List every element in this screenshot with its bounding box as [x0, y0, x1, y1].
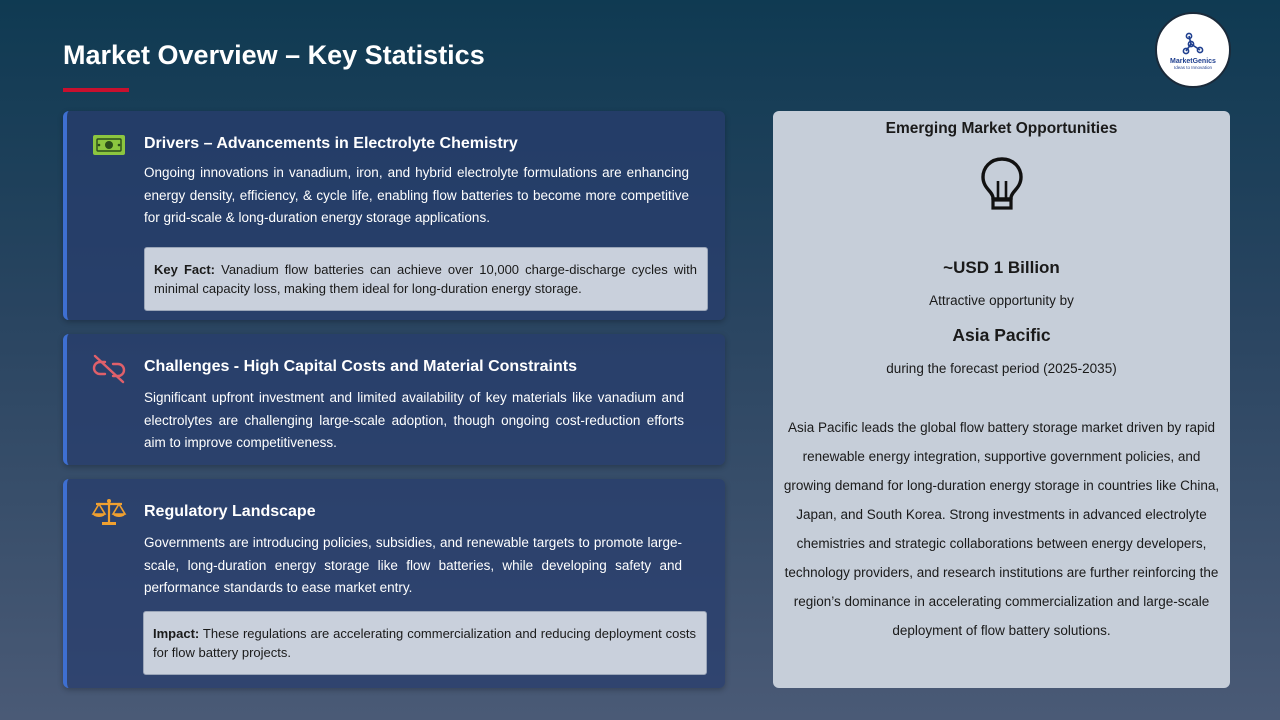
opportunity-region: Asia Pacific: [952, 325, 1051, 345]
molecule-icon: [1180, 31, 1206, 57]
title-underline: [63, 88, 129, 92]
challenges-card: [63, 334, 725, 465]
company-logo: [1155, 12, 1231, 88]
regulatory-title: Regulatory Landscape: [144, 503, 316, 520]
impact-box: [143, 611, 707, 675]
impact-label: Impact:: [153, 626, 200, 641]
opportunity-description: Asia Pacific leads the global flow battery storage market driven by rapid renewable energy integration, supportive government policies, and growing demand for long-duration energy storage in countries like China, Japan, and South Korea. Strong investments in advanced electrolyte chemistries and strategic collaborations between energy developers, technology providers, and research institutions are further reinforcing the region’s dominance in accelerating commercialization and large-scale deployment of flow battery solutions.: [783, 420, 1220, 638]
forecast-period: during the forecast period (2025-2035): [886, 361, 1117, 376]
key-fact-text: Vanadium flow batteries can achieve over 10,000 charge-discharge cycles with minimal capacity loss, making them ideal for long-duration energy storage.: [154, 262, 698, 296]
logo-name: MarketGenics: [1170, 57, 1216, 65]
opportunity-heading: Emerging Market Opportunities: [885, 120, 1118, 137]
page-title: Market Overview – Key Statistics: [63, 40, 485, 70]
money-icon: [91, 130, 127, 160]
opportunity-value: ~USD 1 Billion: [943, 258, 1060, 277]
drivers-body: Ongoing innovations in vanadium, iron, and hybrid electrolyte formulations are enhancing energy density, efficiency, & cycle life, enabling flow batteries to become more competitive for grid-scale & long-duration energy storage applications.: [144, 165, 689, 225]
drivers-title: Drivers – Advancements in Electrolyte Chemistry: [144, 135, 518, 152]
broken-link-icon: [91, 354, 127, 384]
regulatory-card: [63, 479, 725, 688]
key-fact-label: Key Fact:: [154, 262, 216, 277]
drivers-card: [63, 111, 725, 320]
challenges-title: Challenges - High Capital Costs and Material Constraints: [144, 358, 577, 375]
logo-tagline: Ideas to Innovation: [1173, 64, 1213, 70]
scales-icon: [91, 497, 127, 527]
lightbulb-icon: [976, 155, 1028, 211]
opportunity-panel: [773, 111, 1230, 688]
challenges-body: Significant upfront investment and limited availability of key materials like vanadium and electrolytes are challenging large-scale adoption, though ongoing cost-reduction efforts aim to improve competitiveness.: [144, 390, 684, 450]
key-fact-box: [144, 247, 708, 311]
impact-text: These regulations are accelerating commercialization and reducing deployment costs for flow battery projects.: [153, 626, 696, 660]
opportunity-subtitle: Attractive opportunity by: [929, 293, 1074, 308]
regulatory-body: Governments are introducing policies, subsidies, and renewable targets to promote large-scale, long-duration energy storage like flow batteries, while developing safety and performance standards to ease market entry.: [144, 535, 682, 595]
